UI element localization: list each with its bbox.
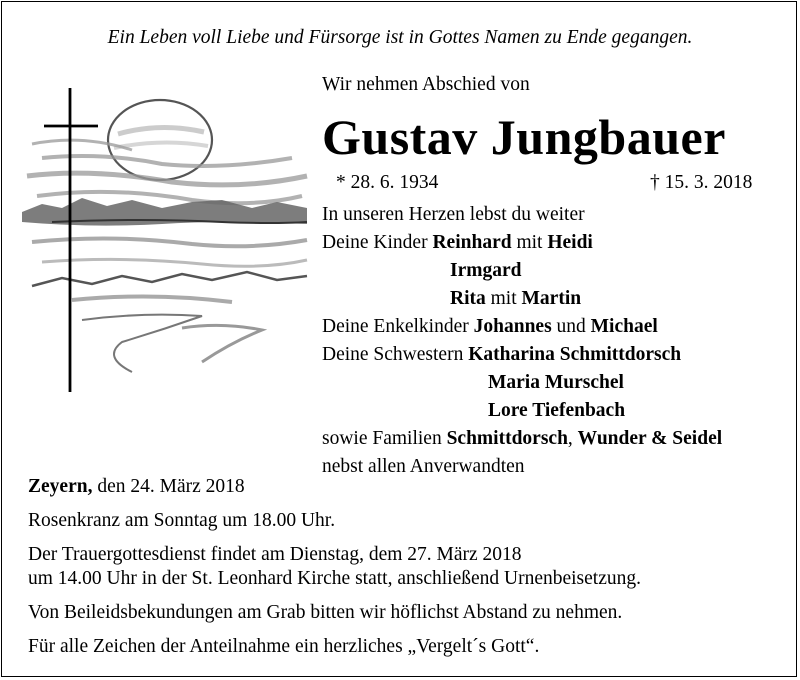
death-date: † 15. 3. 2018 (650, 172, 753, 193)
child-name: Reinhard (432, 232, 512, 253)
children-label: Deine Kinder (322, 232, 428, 253)
family-line-child2 (450, 260, 522, 282)
connector-text: mit (516, 232, 543, 253)
family-line-grandchildren (322, 316, 658, 338)
family-line-children (322, 232, 593, 254)
grandchild-name: Michael (590, 316, 658, 337)
connector-text: mit (490, 288, 517, 309)
birth-date: * 28. 6. 1934 (336, 172, 439, 193)
water-shore (32, 238, 307, 372)
family-name: Wunder & Seidel (577, 428, 723, 449)
partner-name: Heidi (547, 232, 593, 253)
families-label: sowie Familien (322, 428, 442, 449)
deceased-name: Gustav Jungbauer (322, 109, 726, 165)
family-line-sister2 (488, 372, 624, 394)
sister-name: Maria Murschel (488, 372, 624, 393)
landscape-cross-illustration (22, 72, 312, 392)
family-line-sister3 (488, 400, 625, 422)
sister-name: Lore Tiefenbach (488, 400, 626, 421)
thanks-notice: Für alle Zeichen der Anteilnahme ein herzliches „Vergelt´s Gott“. (28, 636, 540, 657)
sister-name: Katharina Schmittdorsch (468, 344, 682, 365)
notice-date: den 24. März 2018 (97, 476, 245, 497)
child-name: Irmgard (450, 260, 522, 281)
motto: Ein Leben voll Liebe und Fürsorge ist in Gottes Namen zu Ende gegangen. (107, 27, 693, 48)
sisters-label: Deine Schwestern (322, 344, 464, 365)
child-name: Rita (450, 288, 486, 309)
family-line-heart: In unseren Herzen lebst du weiter (322, 204, 585, 225)
family-line-child3 (450, 288, 581, 310)
rosary-notice: Rosenkranz am Sonntag um 18.00 Uhr. (28, 510, 336, 531)
place-name: Zeyern, (28, 476, 93, 497)
partner-name: Martin (521, 288, 582, 309)
intro-text: Wir nehmen Abschied von (322, 74, 530, 95)
place-date-line (28, 476, 245, 498)
grandchild-name: Johannes (473, 316, 552, 337)
family-line-sisters (322, 344, 681, 366)
family-line-families: sowie Familien Schmittdorsch, Wunder & Seidel (322, 428, 723, 449)
family-name: Schmittdorsch (446, 428, 568, 449)
sun-icon (108, 100, 212, 180)
family-line-relatives: nebst allen Anverwandten (322, 456, 525, 477)
grandchildren-label: Deine Enkelkinder (322, 316, 469, 337)
connector-text: und (556, 316, 586, 337)
service-notice-line2: um 14.00 Uhr in der St. Leonhard Kirche statt, anschließend Urnenbeisetzung. (28, 568, 642, 589)
condolence-notice: Von Beileidsbekundungen am Grab bitten wir höflichst Abstand zu nehmen. (28, 602, 623, 623)
service-notice-line1: Der Trauergottesdienst findet am Dienstag, dem 27. März 2018 (28, 544, 522, 565)
